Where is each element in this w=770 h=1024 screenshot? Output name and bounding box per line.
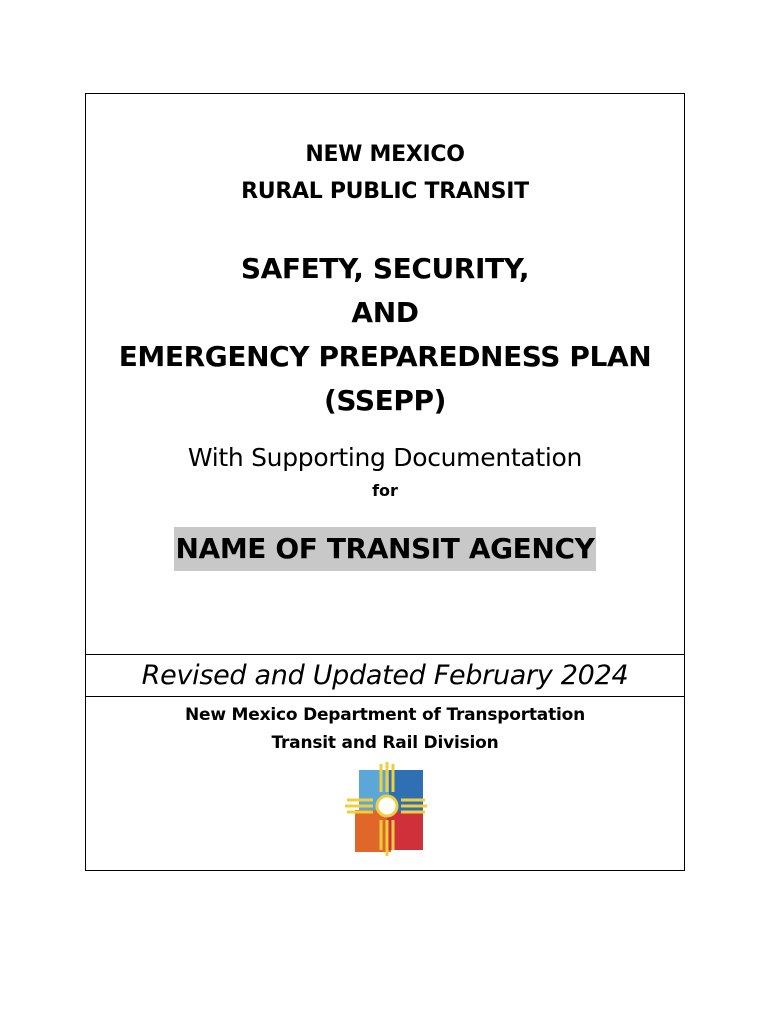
department-line-2: Transit and Rail Division [271,733,499,753]
title-line-3: EMERGENCY PREPAREDNESS PLAN [118,340,652,373]
header-line-1: NEW MEXICO [305,142,465,167]
divider-top [86,654,684,655]
agency-name-placeholder: NAME OF TRANSIT AGENCY [174,527,597,571]
nmdot-zia-logo-icon [345,762,427,858]
subtitle: With Supporting Documentation [187,443,583,472]
revised-date: Revised and Updated February 2024 [141,660,629,691]
title-line-2: AND [351,296,419,329]
document-cover [85,93,685,871]
department-line-1: New Mexico Department of Transportation [184,705,586,725]
divider-bottom [86,696,684,697]
for-label: for [372,481,398,500]
title-line-1: SAFETY, SECURITY, [240,252,530,285]
header-line-2: RURAL PUBLIC TRANSIT [241,179,529,204]
agency-name-row [86,527,684,571]
title-line-4: (SSEPP) [323,384,447,417]
